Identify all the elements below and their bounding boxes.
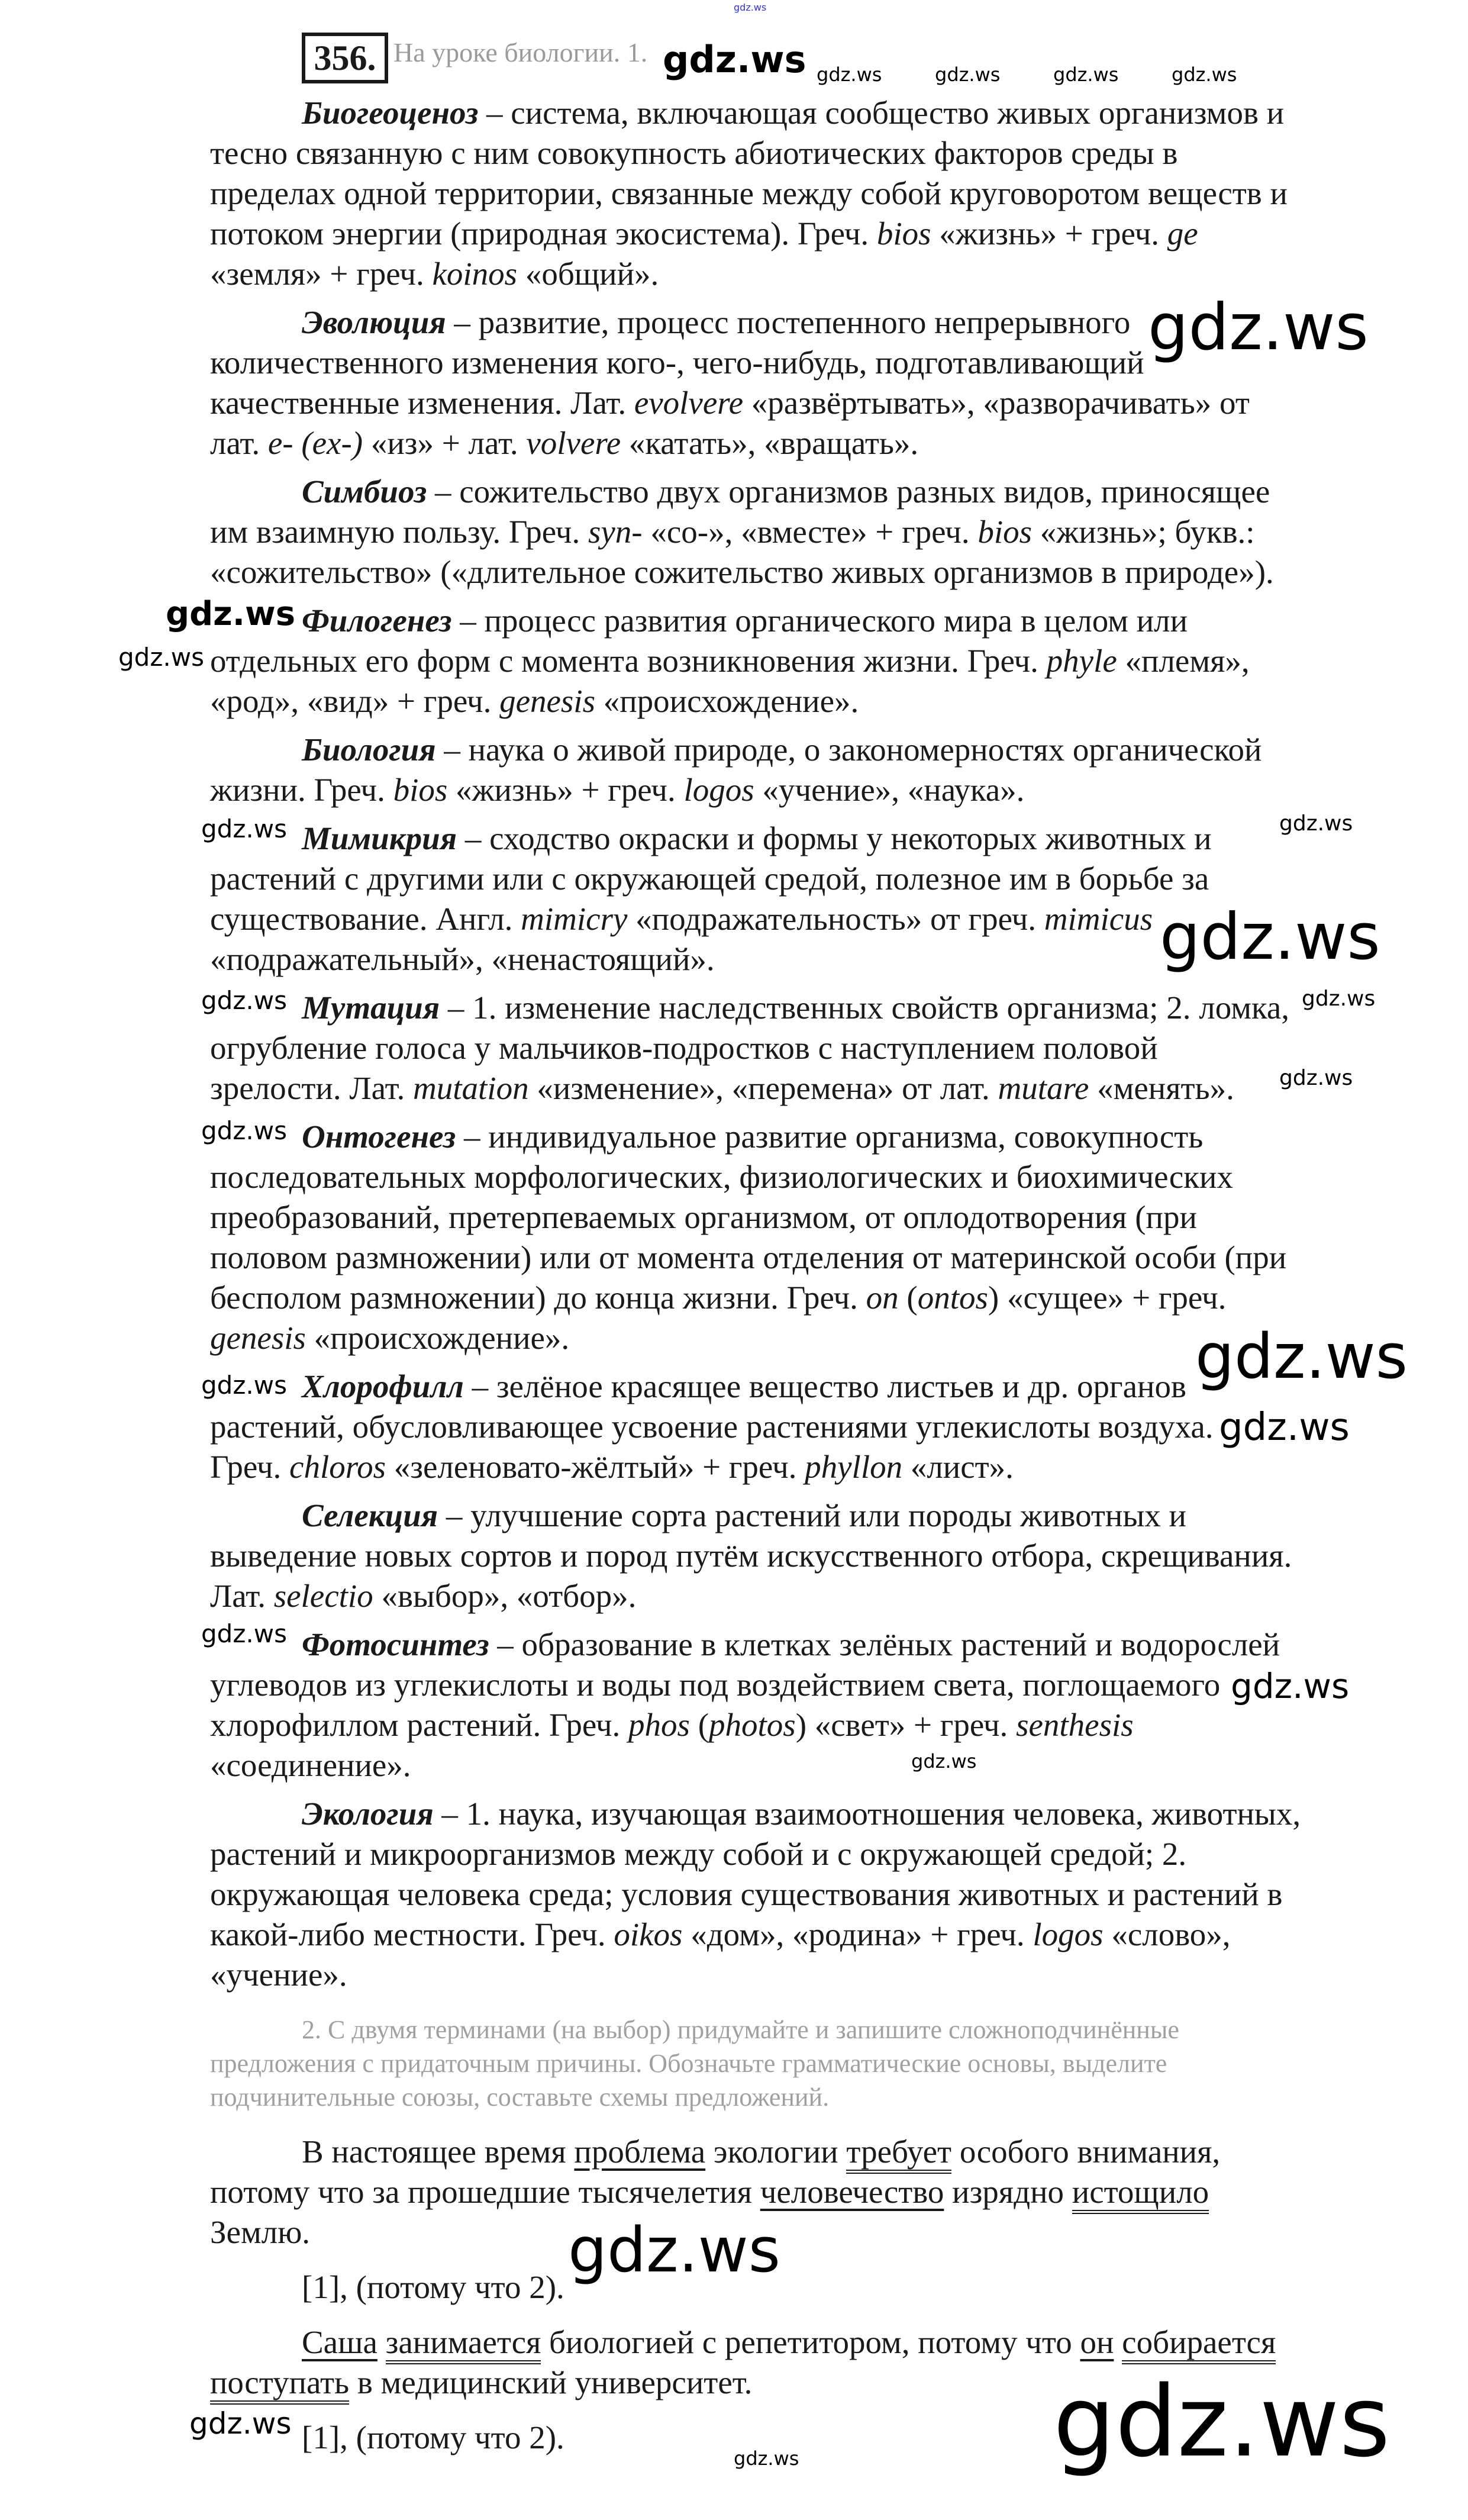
watermark: gdz.ws	[663, 38, 806, 81]
watermark: gdz.ws	[1219, 1406, 1350, 1449]
text: «менять».	[1089, 1070, 1234, 1106]
text: предложения с придаточным причины. Обозначьте грамматические основы, выделите	[210, 2049, 1167, 2078]
text-line	[210, 1447, 1453, 1487]
text	[1114, 2324, 1122, 2360]
term: Хлорофилл	[302, 1368, 464, 1404]
watermark: gdz.ws	[118, 643, 204, 672]
text: существование. Англ.	[210, 901, 521, 937]
exercise-title: На уроке биологии. 1.	[393, 37, 648, 67]
text-line	[210, 1536, 1453, 1576]
text: В настоящее время	[302, 2134, 575, 2170]
glossary-entry	[210, 93, 1453, 294]
text-line	[210, 2080, 1453, 2114]
text: особого внимания,	[951, 2134, 1221, 2170]
text-line	[210, 601, 1453, 641]
etymon: senthesis	[1016, 1707, 1134, 1743]
text-line	[210, 2212, 1453, 2252]
text-line	[210, 1117, 1453, 1157]
etymon: evolvere	[634, 385, 744, 421]
watermark: gdz.ws	[911, 1750, 977, 1773]
text-line	[210, 214, 1453, 254]
watermark: gdz.ws	[1053, 2365, 1390, 2479]
text: жизни. Греч.	[210, 772, 393, 808]
text: ) «свет» + греч.	[795, 1707, 1017, 1743]
term: Онтогенез	[302, 1119, 456, 1155]
text: «учение».	[210, 1957, 347, 1993]
text: «жизнь»; букв.:	[1032, 514, 1255, 550]
text: ) «сущее» + греч.	[988, 1280, 1227, 1316]
predicate: требует	[846, 2134, 951, 2174]
etymon: syn-	[588, 514, 643, 550]
text: «катать», «вращать».	[621, 425, 919, 461]
text-line	[210, 2047, 1453, 2080]
watermark: gdz.ws	[201, 814, 287, 843]
text	[378, 2324, 386, 2360]
etymon: mimicry	[521, 901, 628, 937]
text-line	[210, 1705, 1453, 1745]
text-line	[210, 1197, 1453, 1238]
etymon: ge	[1167, 215, 1198, 252]
text: «соединение».	[210, 1747, 411, 1783]
text: огрубление голоса у мальчиков-подростков с наступлением половой	[210, 1030, 1158, 1066]
etymon: phos	[628, 1707, 690, 1743]
subject: он	[1080, 2324, 1114, 2360]
etymon: koinos	[432, 256, 518, 292]
subject: Саша	[302, 2324, 378, 2360]
etymon: logos	[1033, 1916, 1104, 1952]
text: половом размножении) или от момента отделения от материнской особи (при	[210, 1239, 1287, 1275]
answer-sentence	[210, 2132, 1453, 2252]
text-line	[210, 472, 1453, 512]
etymon: phyllon	[805, 1449, 903, 1485]
text-line	[210, 173, 1453, 214]
text-line	[210, 512, 1453, 552]
watermark: gdz.ws	[201, 1371, 287, 1400]
term: Фотосинтез	[302, 1626, 489, 1662]
glossary-entry	[210, 730, 1453, 810]
etymon: selectio	[273, 1578, 373, 1614]
text-line	[210, 1278, 1453, 1318]
text: – зелёное красящее вещество листьев и др. органов	[463, 1368, 1186, 1404]
glossary-entry	[210, 1496, 1453, 1616]
watermark: gdz.ws	[935, 63, 1001, 86]
text-line	[210, 254, 1453, 294]
text: тесно связанную с ним совокупность абиотических факторов среды в	[210, 135, 1178, 171]
text: «дом», «родина» + греч.	[682, 1916, 1033, 1952]
watermark: gdz.ws	[817, 63, 882, 86]
text: «учение», «наука».	[754, 772, 1025, 808]
text: – 1. изменение наследственных свойств организма; 2. ломка,	[440, 990, 1290, 1026]
etymon: bios	[977, 514, 1033, 550]
text: какой-либо местности. Греч.	[210, 1916, 614, 1952]
text: «происхождение».	[595, 683, 859, 719]
text-line	[210, 2267, 1453, 2308]
page-content	[210, 93, 1453, 2479]
watermark: gdz.ws	[201, 1116, 287, 1145]
text: Греч.	[210, 1449, 290, 1485]
text: количественного изменения кого-, чего-нибудь, подготавливающий	[210, 344, 1144, 381]
text: – сожительство двух организмов разных видов, приносящее	[427, 473, 1270, 510]
term: Биогеоценоз	[302, 95, 479, 131]
text-line	[210, 770, 1453, 810]
watermark: gdz.ws	[166, 595, 296, 633]
text: отдельных его форм с момента возникновения жизни. Греч.	[210, 643, 1047, 679]
glossary	[210, 93, 1453, 1995]
text-line	[210, 2172, 1453, 2212]
text-line	[210, 1955, 1453, 1995]
etymon: phyle	[1046, 643, 1117, 679]
text: «род», «вид» + греч.	[210, 683, 500, 719]
text: – 1. наука, изучающая взаимоотношения человека, животных,	[433, 1796, 1301, 1832]
watermark: gdz.ws	[201, 986, 287, 1015]
task-instructions	[210, 2013, 1453, 2114]
text-line	[210, 1157, 1453, 1197]
text: выведение новых сортов и пород путём искусственного отбора, скрещивания.	[210, 1538, 1292, 1574]
text-line	[210, 1915, 1453, 1955]
text-line	[210, 2013, 1453, 2047]
text: «сожительство» («длительное сожительство живых организмов в природе»).	[210, 554, 1274, 590]
text-line	[210, 1068, 1453, 1108]
text-line	[210, 1834, 1453, 1874]
text: подчинительные союзы, составьте схемы предложений.	[210, 2083, 830, 2112]
etymon: bios	[393, 772, 448, 808]
text: окружающая человека среда; условия существования животных и растений в	[210, 1876, 1283, 1912]
watermark: gdz.ws	[1302, 987, 1376, 1011]
predicate: поступать	[210, 2364, 349, 2405]
text: «выбор», «отбор».	[373, 1578, 637, 1614]
etymon: mutation	[413, 1070, 529, 1106]
text: «подражательный», «ненастоящий».	[210, 941, 715, 977]
text: им взаимную пользу. Греч.	[210, 514, 588, 550]
watermark: gdz.ws	[1172, 63, 1237, 86]
text-line	[210, 552, 1453, 592]
text-line	[210, 133, 1453, 173]
text-line	[210, 1874, 1453, 1915]
etymon: photos	[709, 1707, 796, 1743]
etymon: genesis	[210, 1320, 306, 1356]
text: изрядно	[944, 2174, 1072, 2210]
watermark: gdz.ws	[1053, 63, 1119, 86]
text: экологии	[705, 2134, 847, 2170]
etymon: logos	[683, 772, 754, 808]
etymon: chloros	[289, 1449, 386, 1485]
term: Эволюция	[302, 304, 446, 340]
term: Биология	[302, 731, 436, 768]
text-line	[210, 423, 1453, 463]
text: – наука о живой природе, о закономерностях органической	[435, 731, 1262, 768]
text-line	[210, 93, 1453, 133]
text: – улучшение сорта растений или породы животных и	[438, 1497, 1186, 1533]
etymon: genesis	[499, 683, 595, 719]
text-line	[210, 383, 1453, 423]
text: преобразований, претерпеваемых организмом, от оплодотворения (при	[210, 1199, 1197, 1235]
exercise-number: 356.	[302, 33, 388, 83]
text-line	[210, 1496, 1453, 1536]
text: – индивидуальное развитие организма, совокупность	[456, 1119, 1204, 1155]
predicate: занимается	[386, 2324, 541, 2364]
text: – система, включающая сообщество живых организмов и	[478, 95, 1285, 131]
watermark: gdz.ws	[201, 1619, 287, 1648]
text: (	[689, 1707, 709, 1743]
text: «общий».	[517, 256, 659, 292]
text-line	[210, 1625, 1453, 1665]
text-line	[210, 988, 1453, 1028]
text: «земля» + греч.	[210, 256, 433, 292]
glossary-entry	[210, 1794, 1453, 1995]
watermark: gdz.ws	[1160, 900, 1380, 974]
text: [1], (потому что 2).	[302, 2269, 564, 2305]
text: в медицинский университет.	[349, 2364, 753, 2400]
text: хлорофиллом растений. Греч.	[210, 1707, 629, 1743]
text: последовательных морфологических, физиологических и биохимических	[210, 1159, 1233, 1195]
text: качественные изменения. Лат.	[210, 385, 634, 421]
text-line	[210, 2322, 1453, 2363]
text-line	[210, 2132, 1453, 2172]
etymon: mutare	[998, 1070, 1089, 1106]
watermark: gdz.ws	[1148, 291, 1369, 365]
text: «происхождение».	[305, 1320, 570, 1356]
watermark: gdz.ws	[189, 2406, 292, 2441]
term: Филогенез	[302, 602, 452, 639]
text: растений с другими или с окружающей средой, полезное им в борьбе за	[210, 861, 1209, 897]
text-line	[210, 641, 1453, 681]
text-line	[210, 1794, 1453, 1834]
term: Селекция	[302, 1497, 438, 1533]
text: [1], (потому что 2).	[302, 2419, 564, 2455]
text: потому что за прошедшие тысячелетия	[210, 2174, 760, 2210]
text-line	[210, 1576, 1453, 1616]
text: – образование в клетках зелёных растений и водорослей	[489, 1626, 1280, 1662]
text: потоком энергии (природная экосистема). Греч.	[210, 215, 877, 252]
text: «зеленовато-жёлтый» + греч.	[386, 1449, 805, 1485]
etymon: e- (ex-)	[267, 425, 363, 461]
text: бесполом размножении) до конца жизни. Греч.	[210, 1280, 866, 1316]
text: «подражательность» от греч.	[627, 901, 1044, 937]
subject: проблема	[574, 2134, 706, 2170]
text: – сходство окраски и формы у некоторых животных и	[457, 820, 1212, 856]
term: Мимикрия	[302, 820, 457, 856]
text: Лат.	[210, 1578, 274, 1614]
text: «из» + лат.	[363, 425, 527, 461]
etymon: volvere	[526, 425, 621, 461]
glossary-entry	[210, 988, 1453, 1108]
watermark: gdz.ws	[734, 2, 767, 13]
sentence-scheme	[210, 2267, 1453, 2308]
text: лат.	[210, 425, 268, 461]
watermark: gdz.ws	[1231, 1666, 1350, 1706]
predicate: истощило	[1072, 2174, 1209, 2214]
text: углеводов из углекислоты и воды под воздействием света, поглощаемого	[210, 1667, 1221, 1703]
glossary-entry	[210, 601, 1453, 721]
text-line	[210, 1028, 1453, 1068]
watermark: gdz.ws	[734, 2447, 799, 2470]
predicate: собирается	[1122, 2324, 1276, 2364]
term: Мутация	[302, 990, 440, 1026]
text: – процесс развития органического мира в целом или	[451, 602, 1188, 639]
text: растений и микроорганизмов между собой и с окружающей средой; 2.	[210, 1836, 1187, 1872]
text-line	[210, 1238, 1453, 1278]
text: 2. С двумя терминами (на выбор) придумайте и запишите сложноподчинённые	[302, 2015, 1179, 2044]
text: – развитие, процесс постепенного непрерывного	[446, 304, 1131, 340]
etymon: mimicus	[1044, 901, 1153, 937]
etymon: ontos	[917, 1280, 988, 1316]
term: Экология	[302, 1796, 434, 1832]
text: «слово»,	[1103, 1916, 1231, 1952]
text: «племя»,	[1117, 643, 1250, 679]
text: (	[898, 1280, 918, 1316]
text: «развёртывать», «разворачивать» от	[743, 385, 1250, 421]
text-line	[210, 859, 1453, 899]
text: биологией с репетитором, потому что	[541, 2324, 1080, 2360]
text-line	[210, 818, 1453, 859]
text: «жизнь» + греч.	[931, 215, 1167, 252]
text-line	[210, 1745, 1453, 1786]
etymon: oikos	[614, 1916, 683, 1952]
text-line	[210, 681, 1453, 721]
etymon: on	[866, 1280, 899, 1316]
etymon: bios	[876, 215, 931, 252]
watermark: gdz.ws	[568, 2214, 780, 2286]
text: «со-», «вместе» + греч.	[642, 514, 978, 550]
text: пределах одной территории, связанные между собой круговоротом веществ и	[210, 175, 1288, 211]
watermark: gdz.ws	[1279, 811, 1353, 836]
glossary-entry	[210, 472, 1453, 592]
text-line	[210, 730, 1453, 770]
text: растений, обусловливающее усвоение растениями углекислоты воздуха.	[210, 1409, 1214, 1445]
subject: человечество	[760, 2174, 944, 2210]
text: зрелости. Лат.	[210, 1070, 414, 1106]
watermark: gdz.ws	[1195, 1320, 1408, 1393]
text: Землю.	[210, 2214, 311, 2250]
text: «лист».	[902, 1449, 1014, 1485]
text: «изменение», «перемена» от лат.	[528, 1070, 998, 1106]
term: Симбиоз	[302, 473, 427, 510]
text: «жизнь» + греч.	[447, 772, 684, 808]
watermark: gdz.ws	[1279, 1066, 1353, 1090]
